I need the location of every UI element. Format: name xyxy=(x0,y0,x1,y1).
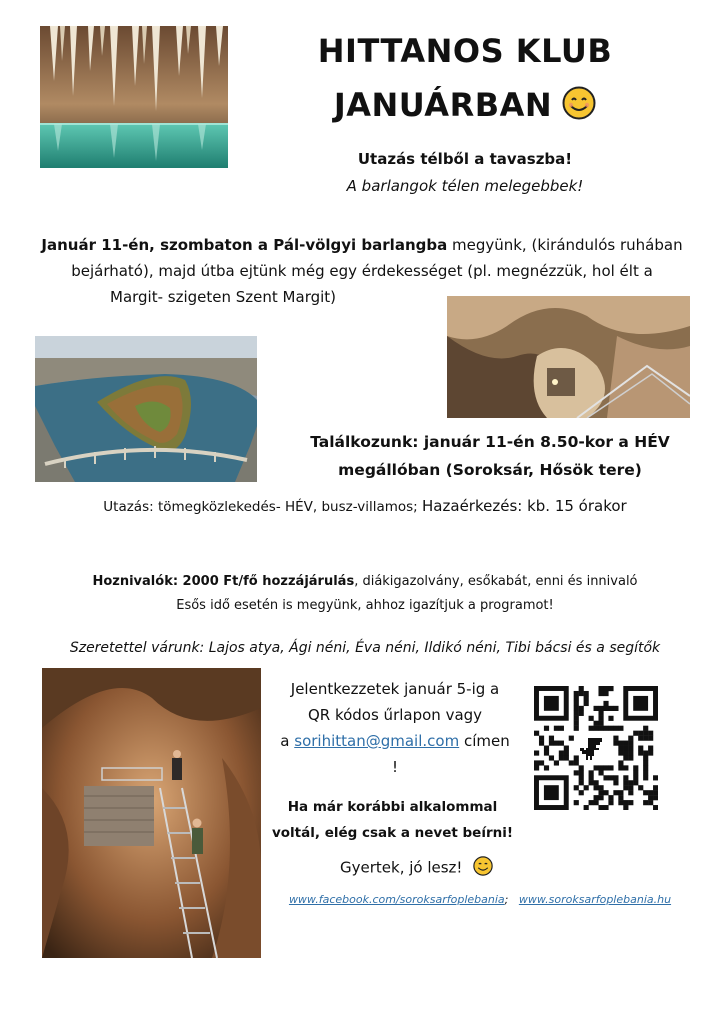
bring-info xyxy=(40,570,690,618)
registration-text xyxy=(275,676,515,780)
meeting-line1: Találkozunk: január 11-én 8.50-kor a HÉV xyxy=(310,433,670,451)
program-text: megyünk, (kirándulós ruhában bejárható), majd útba ejtünk még egy érdekességet (pl. megnézzük, hol élt a xyxy=(71,236,683,280)
email-link[interactable]: sorihittan@gmail.com xyxy=(294,732,460,750)
previous-line2: voltál, elég csak a nevet beírni! xyxy=(271,825,514,841)
bring-contribution: Hoznivalók: 2000 Ft/fő hozzájárulás xyxy=(92,574,355,589)
margaret-island-photo xyxy=(35,336,257,482)
cave-passage-photo xyxy=(447,296,690,418)
meeting-line2: megállóban (Soroksár, Hősök tere) xyxy=(338,461,642,479)
program-text-end: Margit- szigeten Szent Margit) xyxy=(110,288,337,306)
title-month: JANUÁRBAN xyxy=(333,86,553,124)
registration-line1: Jelentkezzetek január 5-ig a xyxy=(290,680,500,698)
registration-suffix: címen xyxy=(459,732,510,750)
website-link[interactable]: www.soroksarfoplebania.hu xyxy=(518,893,672,906)
cave-stalactite-photo xyxy=(40,26,228,168)
registration-line2: QR kódos űrlapon vagy xyxy=(307,706,483,724)
travel-info xyxy=(40,497,690,515)
meeting-info xyxy=(285,428,695,484)
closing-text: Gyertek, jó lesz! xyxy=(340,858,463,877)
closing-line xyxy=(340,856,600,880)
cave-stairs-photo xyxy=(42,668,261,958)
registration-prefix: a xyxy=(280,732,295,750)
title-line2 xyxy=(290,86,640,128)
previous-line1: Ha már korábbi alkalommal xyxy=(287,799,498,815)
links-line xyxy=(260,893,700,906)
tagline: A barlangok télen melegebbek! xyxy=(346,177,584,195)
smiling-face-icon xyxy=(473,856,493,880)
rain-note: Esős idő esetén is megyünk, ahhoz igazítjuk a programot! xyxy=(176,598,554,613)
travel-text: Utazás: tömegközlekedés- HÉV, busz-villamos; xyxy=(103,499,423,515)
previous-note xyxy=(265,794,520,846)
facebook-link[interactable]: www.facebook.com/soroksarfoplebania xyxy=(288,893,505,906)
program-intro: Január 11-én, szombaton a Pál-völgyi barlangba xyxy=(41,236,448,254)
smiling-face-icon xyxy=(562,86,596,128)
registration-bang: ! xyxy=(391,758,398,776)
subtitle: Utazás télből a tavaszba! xyxy=(357,150,573,168)
qr-code-icon[interactable] xyxy=(534,686,658,810)
title-line1: HITTANOS KLUB xyxy=(317,32,613,70)
links-separator: ; xyxy=(504,893,509,906)
bring-list: , diákigazolvány, esőkabát, enni és innivaló xyxy=(354,574,638,589)
welcome-line: Szeretettel várunk: Lajos atya, Ági néni, Éva néni, Ildikó néni, Tibi bácsi és a segítők xyxy=(69,640,661,656)
arrival-text: Hazaérkezés: kb. 15 órakor xyxy=(422,497,627,515)
